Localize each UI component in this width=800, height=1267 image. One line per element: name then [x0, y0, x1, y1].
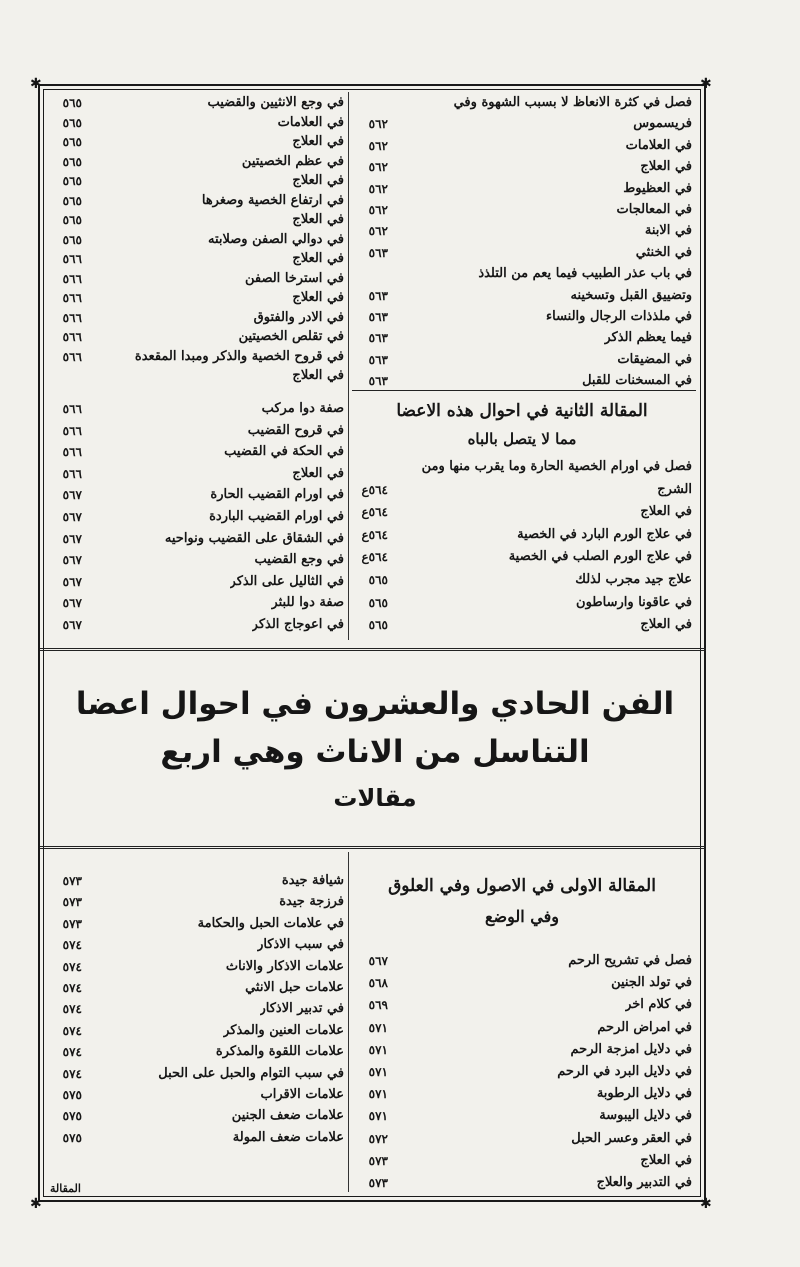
- toc-entry-page: ٥٦٤ع: [361, 527, 388, 542]
- toc-entry-title: فصل في اورام الخصية الحارة وما يقرب منها ومن: [421, 459, 692, 474]
- toc-entry: [352, 263, 692, 285]
- toc-entry: [352, 220, 692, 242]
- toc-entry-title: في دلايل امزجة الرحم: [570, 1041, 692, 1057]
- corner-ornament: ✱: [700, 1196, 712, 1212]
- toc-entry-title: فيما يعظم الذكر: [604, 330, 692, 346]
- toc-entry-title: في الشقاق على القضيب ونواحيه: [164, 530, 344, 546]
- toc-entry: [352, 285, 692, 307]
- toc-entry-page: ٥٦٥: [368, 573, 388, 587]
- toc-entry-title: في المضيقات: [617, 351, 692, 367]
- toc-entry-page: ٥٦٥: [62, 115, 82, 130]
- toc-entry: [352, 614, 692, 636]
- toc-entry: [352, 1105, 692, 1127]
- toc-entry: [46, 1084, 344, 1106]
- toc-entry: [46, 1127, 344, 1149]
- toc-entry-title: في العلاج: [292, 465, 344, 481]
- toc-entry-page: ٥٦٥: [62, 96, 82, 110]
- toc-entry-page: ٥٧٤: [62, 1066, 82, 1081]
- toc-entry-page: ٥٦٧: [62, 618, 82, 632]
- toc-entry: [352, 1150, 692, 1172]
- toc-entry-page: ٥٧١: [368, 1042, 388, 1057]
- toc-entry-title: في دوالي الصفن وصلابته: [207, 231, 344, 247]
- toc-entry: [46, 463, 344, 485]
- toc-entry-title: في دلايل الرطوبة: [596, 1086, 692, 1102]
- toc-entry: [352, 199, 692, 221]
- toc-entry-title: في دلايل اليبوسة: [599, 1108, 692, 1124]
- column-divider: [348, 852, 349, 1192]
- toc-entry-title: في العلاج: [640, 1152, 692, 1168]
- toc-entry-page: ٥٦٢: [368, 181, 388, 196]
- toc-entry: [352, 524, 692, 546]
- toc-entry-title: في العلاج: [292, 212, 344, 227]
- toc-entry-title: في كلام اخر: [625, 997, 692, 1013]
- toc-entry-title: في المسخنات للقبل: [582, 373, 692, 389]
- toc-entry: [352, 592, 692, 614]
- toc-entry-page: ٥٧١: [368, 1065, 388, 1079]
- toc-entry: [352, 370, 692, 392]
- toc-entry-page: ٥٧٤: [62, 1023, 82, 1038]
- toc-entry-title: فصل في كثرة الانعاظ لا بسبب الشهوة وفي: [453, 95, 692, 110]
- toc-entry: [46, 506, 344, 528]
- toc-entry-title: في العلامات: [277, 114, 344, 130]
- toc-entry-title: شيافة جيدة: [281, 873, 344, 888]
- toc-entry-title: في العلاج: [292, 134, 344, 149]
- toc-entry-page: ٥٦٥: [62, 213, 82, 227]
- toc-entry-page: ٥٧٥: [62, 1088, 82, 1102]
- toc-entry-title: علامات ضعف المولة: [232, 1129, 344, 1145]
- toc-entry: [46, 956, 344, 978]
- toc-entry-title: في المعالجات: [616, 202, 692, 217]
- toc-entry: [46, 441, 344, 463]
- toc-entry-page: ٥٦٥: [62, 154, 82, 169]
- toc-entry-page: ٥٦٢: [368, 138, 388, 153]
- toc-entry: [46, 484, 344, 506]
- toc-entry-title: في العظيوط: [623, 180, 692, 196]
- toc-entry: [352, 242, 692, 264]
- toc-entry-page: ٥٧٤: [62, 1045, 82, 1060]
- toc-entry-title: في العلاج: [292, 251, 344, 266]
- toc-entry-page: ٥٦٥: [62, 135, 82, 149]
- toc-entry-title: في اعوجاج الذكر: [251, 617, 344, 632]
- toc-entry-page: ٥٦٣: [368, 374, 388, 389]
- toc-entry-page: ٥٧١: [368, 1087, 388, 1102]
- toc-entry-page: ٥٦٦: [62, 252, 82, 266]
- toc-entry-page: ٥٦٢: [368, 224, 388, 239]
- toc-entry-title: في باب عذر الطبيب فيما يعم من التلذذ: [478, 266, 692, 282]
- toc-entry: [46, 891, 344, 913]
- toc-entry-title: في العلاج: [640, 159, 692, 175]
- toc-entry: [352, 306, 692, 328]
- toc-entry-title: في سبب الاذكار: [257, 937, 344, 953]
- toc-entry: [46, 592, 344, 614]
- toc-entry-title: علامات اللقوة والمذكرة: [215, 1044, 344, 1060]
- toc-entry-page: ٥٧١: [368, 1020, 388, 1035]
- toc-entry-title: وتضييق القبل وتسخينه: [570, 287, 692, 303]
- toc-entry-page: ٥٦٦: [62, 402, 82, 416]
- part-title: الفن الحادي والعشرون في احوال اعضا التناسل من الاناث وهي اربع مقالات: [75, 686, 675, 812]
- toc-entry-page: ٥٧٢: [368, 1131, 388, 1146]
- toc-entry: [352, 950, 692, 972]
- toc-entry-page: ٥٦٥: [62, 232, 82, 247]
- toc-entry-title: علامات حبل الانثي: [245, 980, 344, 995]
- toc-entry-title: في تولد الجنين: [611, 975, 692, 991]
- toc-entry: [352, 178, 692, 200]
- toc-entry: [46, 365, 344, 387]
- toc-entry-page: ٥٦٤ع: [361, 550, 388, 565]
- toc-entry: [352, 972, 692, 994]
- corner-ornament: ✱: [30, 1196, 42, 1212]
- toc-entry-title: في قروح القضيب: [247, 422, 344, 438]
- toc-entry: [352, 1039, 692, 1061]
- toc-entry-title: في وجع القضيب: [254, 552, 344, 568]
- toc-entry-page: ٥٧٣: [368, 1153, 388, 1168]
- toc-entry-title: في عظم الخصيتين: [241, 153, 344, 169]
- toc-entry-page: ٥٦٥: [62, 193, 82, 208]
- toc-entry: [352, 1017, 692, 1039]
- toc-entry-title: فصل في تشريح الرحم: [568, 953, 692, 968]
- toc-entry: [46, 398, 344, 420]
- toc-entry-title: في علامات الحبل والحكامة: [197, 915, 344, 931]
- toc-entry: [46, 934, 344, 956]
- toc-entry-page: ٥٦٧: [62, 553, 82, 568]
- toc-entry: [352, 327, 692, 349]
- toc-entry-page: ٥٦٨: [368, 976, 388, 991]
- section-divider: [40, 846, 706, 849]
- toc-entry-title: في العلاج: [292, 290, 344, 305]
- toc-entry-title: في اورام القضيب الباردة: [209, 509, 344, 524]
- toc-entry-page: ٥٦٣: [368, 310, 388, 324]
- toc-entry-title: في العلاج: [640, 504, 692, 520]
- toc-entry-title: فرزجة جيدة: [279, 894, 344, 910]
- toc-entry-title: في استرخا الصفن: [244, 270, 344, 286]
- toc-entry-title: في ارتفاع الخصية وصغرها: [201, 192, 344, 208]
- toc-entry: [46, 977, 344, 999]
- toc-entry: [352, 113, 692, 135]
- toc-entry: [352, 479, 692, 501]
- toc-entry-page: ٥٧٣: [62, 874, 82, 888]
- toc-entry-title: في الابنة: [644, 223, 692, 239]
- toc-entry-page: ٥٦٦: [62, 310, 82, 325]
- toc-entry-title: في العلاج: [292, 173, 344, 188]
- toc-entry-page: ٥٦٩: [368, 998, 388, 1013]
- toc-entry: [352, 569, 692, 591]
- toc-entry-page: ٥٦٥: [62, 174, 82, 188]
- toc-entry: [352, 92, 692, 114]
- toc-entry: [46, 1063, 344, 1085]
- toc-entry: [352, 156, 692, 178]
- toc-entry-title: علامات العنين والمذكر: [223, 1022, 344, 1038]
- toc-entry: [46, 913, 344, 935]
- toc-entry-page: ٥٦٧: [368, 954, 388, 968]
- toc-entry-title: في الثاليل على الذكر: [229, 573, 344, 589]
- toc-entry-title: علامات ضعف الجنين: [231, 1108, 344, 1124]
- toc-entry-page: ٥٦٦: [62, 466, 82, 481]
- toc-entry-page: ٥٦٢: [368, 117, 388, 132]
- toc-entry: [352, 501, 692, 523]
- toc-entry-title: في قروح الخصية والذكر ومبدا المقعدة: [134, 348, 344, 364]
- section-divider: [40, 648, 706, 651]
- toc-entry-title: في التدبير والعلاج: [596, 1175, 692, 1190]
- toc-entry-page: ٥٧٣: [62, 895, 82, 910]
- toc-entry-title: في العلاج: [640, 617, 692, 633]
- toc-entry-page: ٥٧٤: [62, 981, 82, 995]
- toc-entry-page: ٥٧٣: [368, 1176, 388, 1190]
- toc-entry-title: فريسموس: [633, 116, 692, 132]
- toc-entry: [46, 1041, 344, 1063]
- toc-entry-title: في الحكة في القضيب: [224, 444, 344, 460]
- toc-entry-title: في العقر وعسر الحبل: [571, 1130, 692, 1146]
- toc-entry-page: ٥٧٥: [62, 1109, 82, 1124]
- toc-entry-title: في اورام القضيب الحارة: [210, 487, 344, 503]
- toc-entry-page: ٥٦٤ع: [361, 505, 388, 520]
- toc-entry: [352, 1083, 692, 1105]
- toc-entry: [352, 1061, 692, 1083]
- toc-entry-page: ٥٦٧: [62, 510, 82, 524]
- toc-entry-page: ٥٦٦: [62, 349, 82, 364]
- toc-entry: [46, 528, 344, 550]
- toc-entry-page: ٥٦٦: [62, 423, 82, 438]
- toc-entry: [352, 1172, 692, 1194]
- toc-entry-title: في علاج الورم الصلب في الخصية: [508, 549, 692, 565]
- toc-entry-page: ٥٧١: [368, 1109, 388, 1124]
- toc-entry: [46, 549, 344, 571]
- toc-entry-page: ٥٦٦: [62, 330, 82, 344]
- toc-entry-page: ٥٦٦: [62, 445, 82, 460]
- toc-entry-page: ٥٦٦: [62, 291, 82, 305]
- section-heading: المقالة الاولى في الاصول وفي العلوق وفي الوضع: [388, 876, 656, 926]
- catchword: المقالة: [50, 1182, 81, 1195]
- corner-ornament: ✱: [30, 76, 42, 92]
- toc-entry: [46, 870, 344, 892]
- toc-entry-title: في عاقونا وارساطون: [576, 594, 692, 610]
- toc-entry: [352, 546, 692, 568]
- toc-entry-title: في ملذذات الرجال والنساء: [546, 309, 692, 324]
- toc-entry-page: ٥٦٧: [62, 574, 82, 589]
- toc-entry-page: ٥٦٣: [368, 288, 388, 303]
- toc-entry-title: في سبب التوام والحبل على الحبل: [158, 1065, 344, 1081]
- toc-entry: [352, 349, 692, 371]
- toc-entry: [46, 614, 344, 636]
- toc-entry-title: علامات الاقراب: [260, 1087, 344, 1102]
- toc-entry-title: صفة دوا للبثر: [271, 595, 344, 611]
- toc-entry-title: في تدبير الاذكار: [259, 1001, 344, 1017]
- toc-entry: [46, 1020, 344, 1042]
- toc-entry-page: ٥٧٣: [62, 916, 82, 931]
- toc-entry: [352, 456, 692, 478]
- toc-entry: [46, 571, 344, 593]
- toc-entry-title: الشرج: [657, 481, 692, 497]
- toc-entry-title: في علاج الورم البارد في الخصية: [517, 526, 692, 542]
- toc-entry: [46, 420, 344, 442]
- toc-entry-page: ٥٦٤ع: [361, 482, 388, 497]
- toc-entry-page: ٥٧٤: [62, 959, 82, 974]
- toc-entry-page: ٥٧٤: [62, 1002, 82, 1017]
- toc-entry-page: ٥٦٧: [62, 488, 82, 503]
- toc-entry-page: ٥٦٢: [368, 203, 388, 217]
- toc-entry-page: ٥٦٧: [62, 596, 82, 611]
- toc-entry-title: في الخنثي: [635, 244, 692, 260]
- toc-entry: [46, 1105, 344, 1127]
- corner-ornament: ✱: [700, 76, 712, 92]
- toc-entry-page: ٥٦٥: [368, 595, 388, 610]
- toc-entry-page: ٥٦٣: [368, 331, 388, 346]
- toc-entry-title: في وجع الانثيين والقضيب: [207, 95, 344, 110]
- toc-entry-title: في دلايل البرد في الرحم: [557, 1064, 692, 1079]
- toc-entry-page: ٥٧٤: [62, 938, 82, 953]
- toc-entry-page: ٥٦٧: [62, 531, 82, 546]
- toc-entry-title: في الادر والفتوق: [253, 309, 344, 325]
- column-divider: [348, 92, 349, 640]
- toc-entry-title: علاج جيد مجرب لذلك: [575, 572, 692, 587]
- toc-entry-title: صفة دوا مركب: [261, 401, 344, 416]
- toc-entry-page: ٥٦٣: [368, 245, 388, 260]
- section-heading: المقالة الثانية في احوال هذه الاعضا مما لا يتصل بالباه: [396, 401, 648, 448]
- toc-entry-title: في تقلص الخصيتين: [238, 329, 344, 344]
- toc-entry-title: في العلاج: [292, 368, 344, 383]
- toc-entry: [46, 998, 344, 1020]
- toc-entry: [352, 1128, 692, 1150]
- toc-entry-page: ٥٦٣: [368, 352, 388, 367]
- toc-entry-page: ٥٦٢: [368, 160, 388, 175]
- toc-entry: [352, 994, 692, 1016]
- toc-entry: [352, 135, 692, 157]
- toc-entry-title: علامات الاذكار والاناث: [225, 958, 344, 974]
- toc-entry-page: ٥٧٥: [62, 1130, 82, 1145]
- toc-entry-title: في امراض الرحم: [597, 1019, 692, 1035]
- toc-entry-page: ٥٦٦: [62, 271, 82, 286]
- toc-entry-title: في العلامات: [625, 137, 692, 153]
- toc-entry-page: ٥٦٥: [368, 618, 388, 633]
